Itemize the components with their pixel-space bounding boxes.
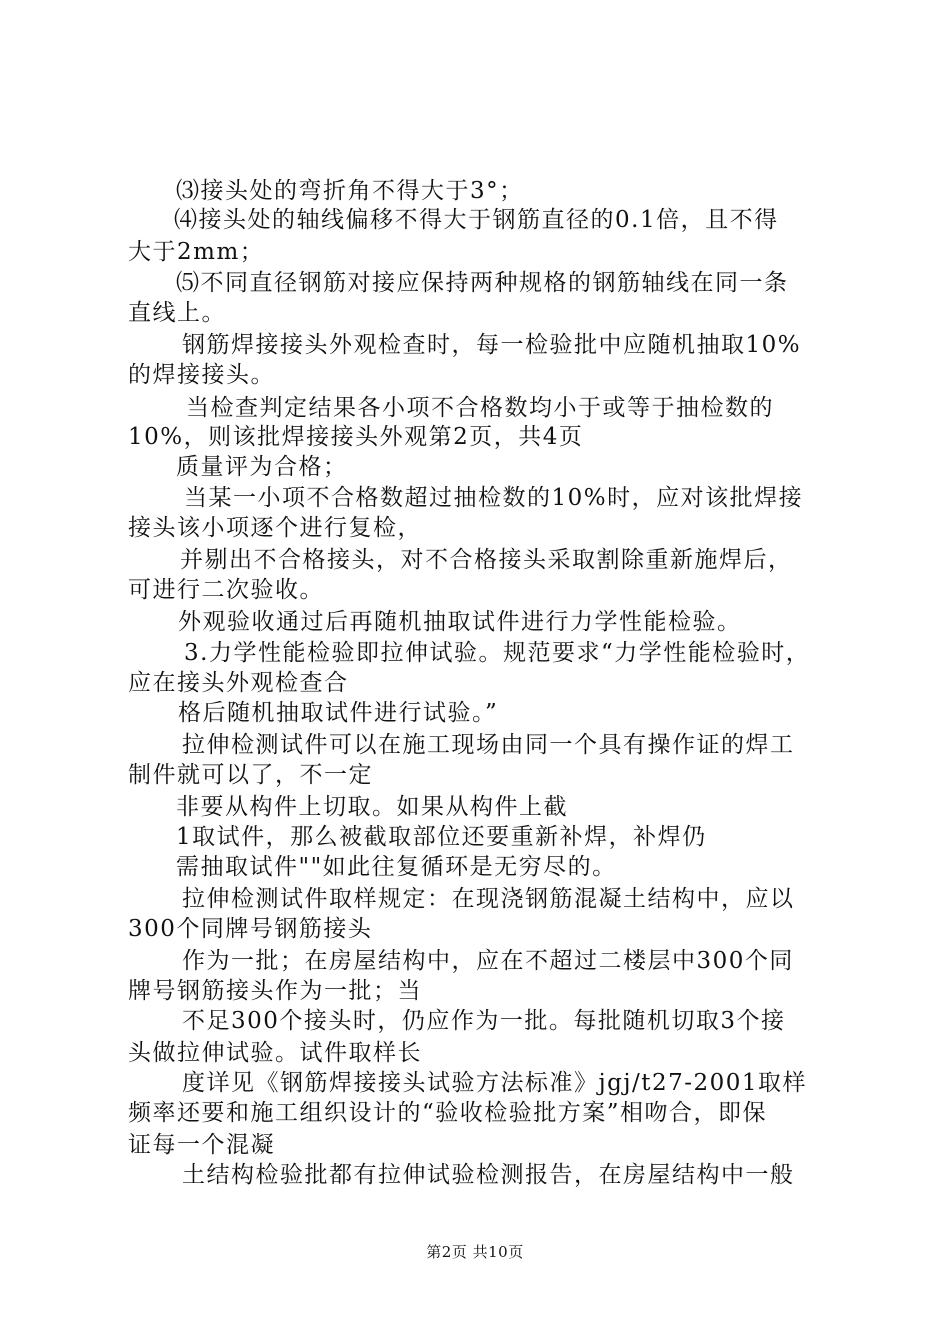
text-line: 质量评为合格； [176, 454, 348, 480]
text-line: 拉伸检测试件可以在施工现场由同一个具有操作证的焊工 [182, 732, 795, 758]
text-line: ⑶接头处的弯折角不得大于3°； [176, 178, 524, 204]
text-line: 度详见《钢筋焊接接头试验方法标准》jgj/t27-2001取样 [182, 1070, 808, 1096]
text-line: 频率还要和施工组织设计的“验收检验批方案”相吻合，即保 [128, 1100, 768, 1126]
page-footer: 第2页 共10页 [426, 1243, 524, 1261]
text-line: 格后随机抽取试件进行试验。” [178, 700, 499, 726]
text-line: 的焊接接头。 [128, 362, 275, 388]
text-line: 非要从构件上切取。如果从构件上截 [176, 794, 568, 820]
text-line: 1取试件，那么被截取部位还要重新补焊，补焊仍 [176, 824, 707, 850]
text-line: 当某一小项不合格数超过抽检数的10%时，应对该批焊接 [184, 485, 804, 511]
text-line: 300个同牌号钢筋接头 [128, 916, 373, 942]
text-line: ⑸不同直径钢筋对接应保持两种规格的钢筋轴线在同一条 [176, 270, 789, 296]
text-line: 土结构检验批都有拉伸试验检测报告，在房屋结构中一般 [182, 1162, 795, 1188]
text-line: 需抽取试件""如此往复循环是无穷尽的。 [176, 854, 617, 880]
text-line: 可进行二次验收。 [128, 577, 324, 603]
text-line: 并剔出不合格接头，对不合格接头采取割除重新施焊后， [180, 547, 793, 573]
text-line: 3.力学性能检验即拉伸试验。规范要求“力学性能检验时， [184, 640, 811, 666]
text-line: 头做拉伸试验。试件取样长 [128, 1040, 422, 1066]
text-line: ⑷接头处的轴线偏移不得大于钢筋直径的0.1倍，且不得 [174, 207, 779, 233]
text-line: 10%，则该批焊接接头外观第2页，共4页 [128, 424, 584, 450]
text-line: 证每一个混凝 [128, 1132, 275, 1158]
text-line: 直线上。 [128, 300, 226, 326]
text-line: 接头该小项逐个进行复检， [128, 515, 422, 541]
text-line: 牌号钢筋接头作为一批；当 [128, 978, 422, 1004]
text-line: 钢筋焊接接头外观检查时，每一检验批中应随机抽取10% [182, 332, 802, 358]
text-line: 大于2mm； [128, 239, 265, 265]
text-line: 作为一批；在房屋结构中，应在不超过二楼层中300个同 [182, 948, 794, 974]
text-line: 当检查判定结果各小项不合格数均小于或等于抽检数的 [186, 395, 774, 421]
text-line: 应在接头外观检查合 [128, 670, 349, 696]
text-line: 外观验收通过后再随机抽取试件进行力学性能检验。 [178, 609, 742, 635]
text-line: 制件就可以了，不一定 [128, 762, 373, 788]
text-line: 不足300个接头时，仍应作为一批。每批随机切取3个接 [182, 1008, 786, 1034]
text-line: 拉伸检测试件取样规定：在现浇钢筋混凝土结构中，应以 [182, 886, 795, 912]
